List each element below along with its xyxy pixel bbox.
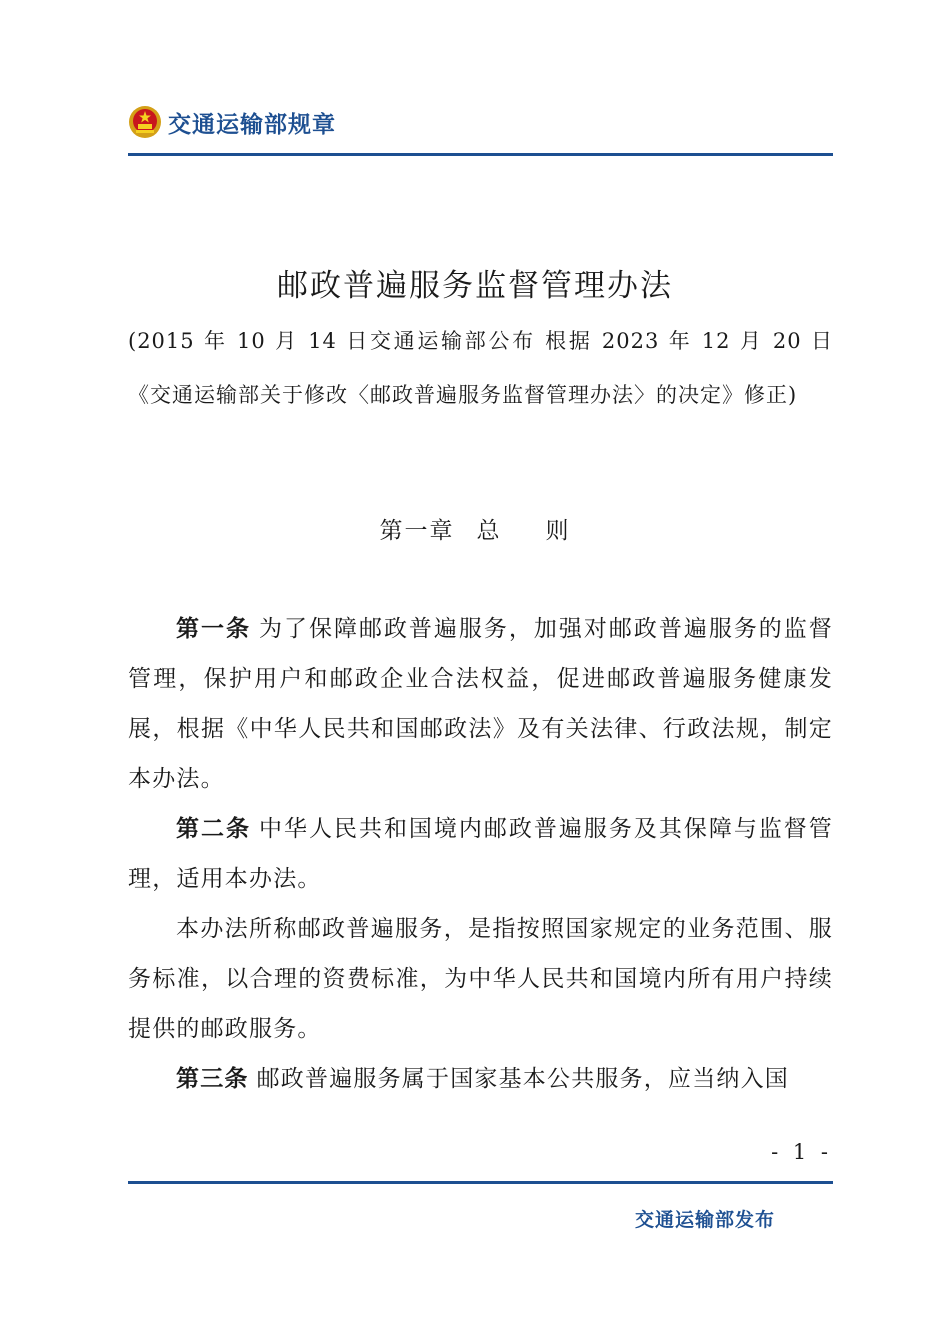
article-label: 第三条 xyxy=(176,1066,249,1092)
footer-publisher: 交通运输部发布 xyxy=(634,1209,775,1231)
paragraph-text: 为了保障邮政普遍服务，加强对邮政普遍服务的监督管理，保护用户和邮政企业合法权益，促进邮政普遍服务健康发展，根据《中华人民共和国邮政法》及有关法律、行政法规，制定本办法。 xyxy=(128,616,833,792)
footer-divider xyxy=(128,1181,833,1184)
document-body xyxy=(128,604,833,1104)
chapter-name-part2: 则 xyxy=(545,518,571,544)
paragraph xyxy=(128,904,833,1054)
paragraph xyxy=(128,1054,833,1104)
paragraph xyxy=(128,804,833,904)
paragraph-text: 本办法所称邮政普遍服务，是指按照国家规定的业务范围、服务标准，以合理的资费标准，为中华人民共和国境内所有用户持续提供的邮政服务。 xyxy=(128,916,833,1042)
national-emblem-icon xyxy=(128,105,162,139)
chapter-name-part1: 总 xyxy=(476,518,502,544)
paragraph-text: 邮政普遍服务属于国家基本公共服务，应当纳入国 xyxy=(256,1066,790,1092)
page-header xyxy=(128,100,336,144)
article-label: 第一条 xyxy=(176,616,251,642)
article-label: 第二条 xyxy=(176,816,251,842)
paragraph-text: 中华人民共和国境内邮政普遍服务及其保障与监督管理，适用本办法。 xyxy=(128,816,833,892)
chapter-heading xyxy=(0,512,950,545)
document-subtitle: (2015 年 10 月 14 日交通运输部公布 根据 2023 年 12 月 20 日《交通运输部关于修改〈邮政普遍服务监督管理办法〉的决定》修正) xyxy=(128,329,833,407)
paragraph xyxy=(128,604,833,804)
chapter-label: 第一章 xyxy=(379,518,455,544)
page-number: - 1 - xyxy=(771,1140,832,1164)
header-divider xyxy=(128,153,833,156)
header-title: 交通运输部规章 xyxy=(168,111,336,138)
document-title: 邮政普遍服务监督管理办法 xyxy=(277,268,673,304)
